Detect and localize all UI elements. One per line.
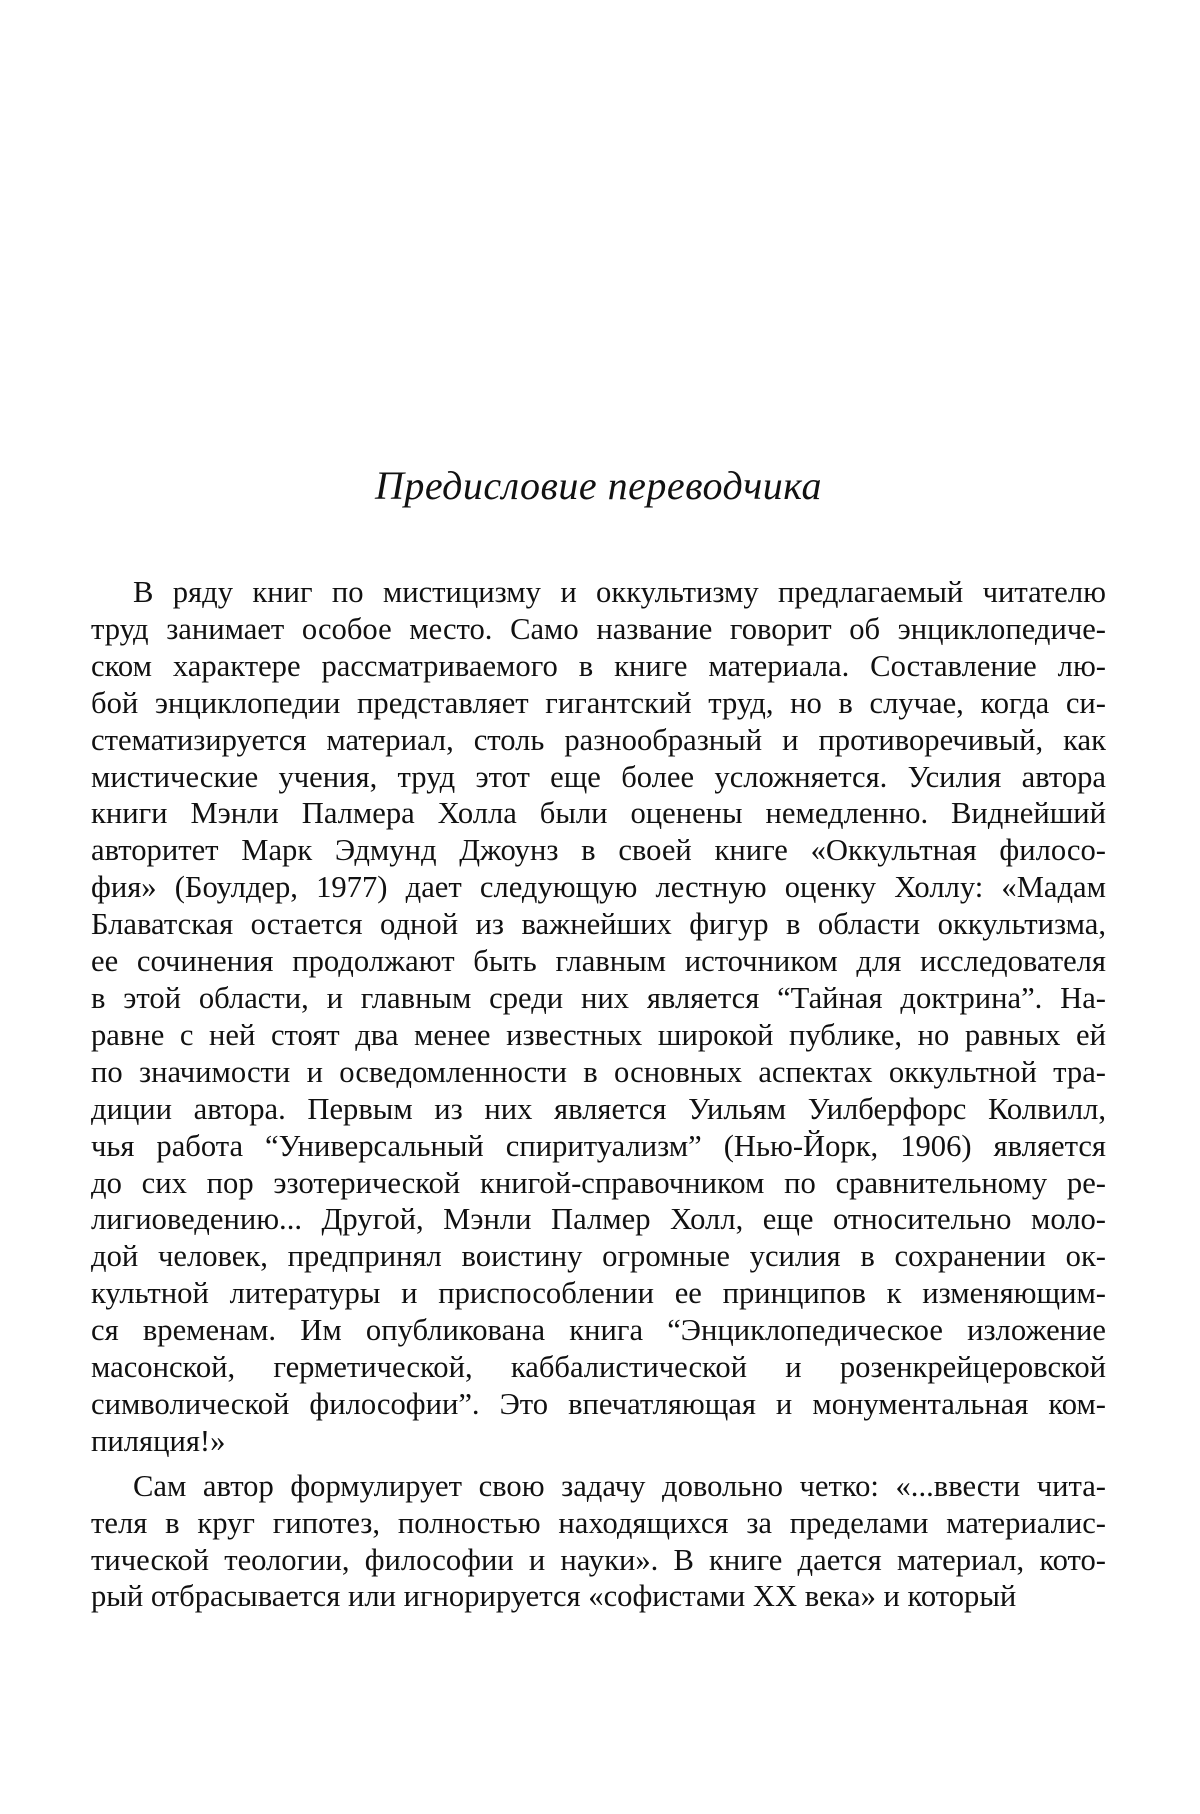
- body-text: [91, 574, 1106, 1615]
- text-line: теля в круг гипотез, полностью находящихся за пределами материалис-: [91, 1505, 1106, 1540]
- text-line: Блаватская остается одной из важнейших фигур в области оккультизма,: [91, 907, 1106, 942]
- text-line: бой энциклопедии представляет гигантский труд, но в случае, когда си-: [91, 685, 1106, 720]
- text-line: в этой области, и главным среди них является “Тайная доктрина”. На-: [91, 980, 1106, 1015]
- text-line: чья работа “Универсальный спиритуализм” (Нью-Йорк, 1906) является: [91, 1128, 1106, 1163]
- text-line: масонской, герметической, каббалистической и розенкрейцеровской: [91, 1350, 1106, 1385]
- chapter-heading: Предисловие переводчика: [374, 463, 823, 508]
- text-line: Сам автор формулирует свою задачу довольно четко: «...ввести чита-: [133, 1468, 1106, 1503]
- text-line: мистические учения, труд этот еще более усложняется. Усилия автора: [91, 759, 1106, 794]
- paragraph: [91, 1468, 1106, 1616]
- text-line: авторитет Марк Эдмунд Джоунз в своей книге «Оккультная филосо-: [91, 833, 1106, 868]
- text-line: равне с ней стоят два менее известных широкой публике, но равных ей: [91, 1017, 1106, 1052]
- text-line: дой человек, предпринял воистину огромные усилия в сохранении ок-: [91, 1239, 1106, 1274]
- text-line: пиляция!»: [91, 1423, 226, 1458]
- text-line: символической философии”. Это впечатляющая и монументальная ком-: [91, 1386, 1106, 1421]
- text-line: ском характере рассматриваемого в книге материала. Составление лю-: [91, 648, 1106, 683]
- text-line: В ряду книг по мистицизму и оккультизму предлагаемый читателю: [133, 575, 1106, 609]
- text-line: лигиоведению... Другой, Мэнли Палмер Холл, еще относительно моло-: [91, 1202, 1106, 1237]
- text-line: труд занимает особое место. Само название говорит об энциклопедиче-: [91, 611, 1106, 646]
- text-line: тической теологии, философии и науки». В книге дается материал, кото-: [91, 1542, 1106, 1577]
- text-line: культной литературы и приспособлении ее принципов к изменяющим-: [91, 1276, 1106, 1311]
- paragraph: [91, 574, 1106, 1460]
- text-line: стематизируется материал, столь разнообразный и противоречивый, как: [91, 722, 1106, 757]
- document-page: [91, 0, 1106, 1814]
- text-line: диции автора. Первым из них является Уильям Уилберфорс Колвилл,: [91, 1091, 1106, 1126]
- text-line: ее сочинения продолжают быть главным источником для исследователя: [91, 944, 1106, 979]
- text-line: ся временам. Им опубликована книга “Энциклопедическое изложение: [91, 1313, 1106, 1348]
- text-line: книги Мэнли Палмера Холла были оценены немедленно. Виднейший: [91, 796, 1106, 831]
- text-line: рый отбрасывается или игнорируется «софистами XX века» и который: [91, 1579, 1017, 1614]
- text-line: до сих пор эзотерической книгой-справочником по сравнительному ре-: [91, 1165, 1106, 1200]
- text-line: фия» (Боулдер, 1977) дает следующую лестную оценку Холлу: «Мадам: [91, 870, 1106, 905]
- text-line: по значимости и осведомленности в основных аспектах оккультной тра-: [91, 1054, 1106, 1089]
